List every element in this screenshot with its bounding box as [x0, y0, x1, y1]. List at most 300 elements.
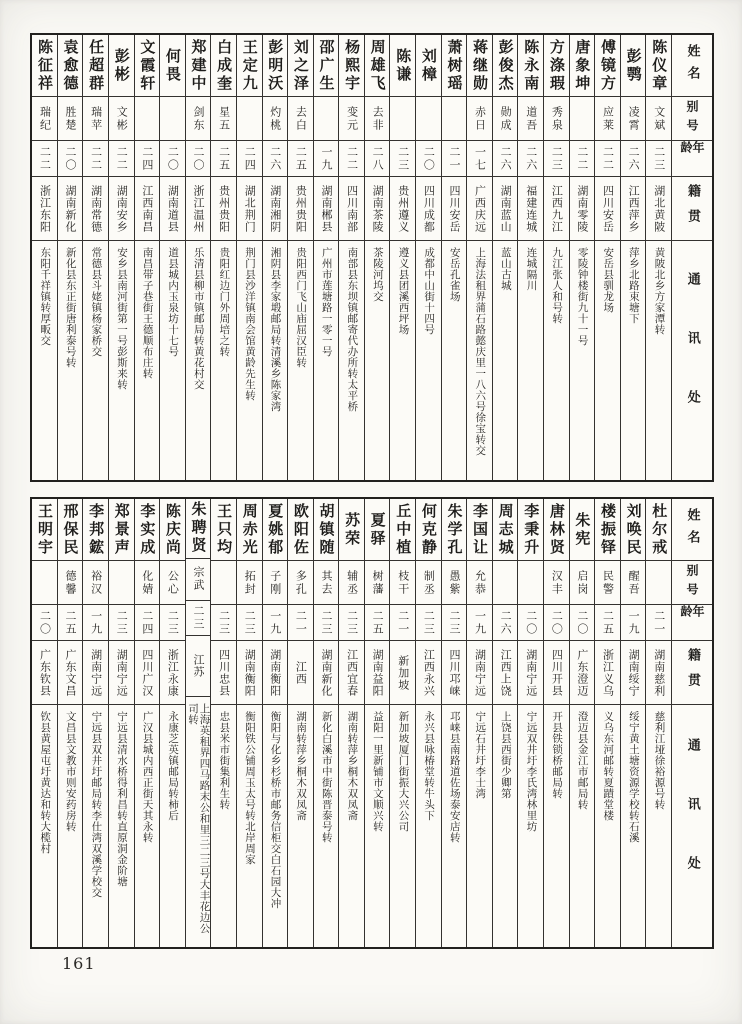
- column-header-address: [672, 705, 712, 947]
- person-native-cell-text: 广东文昌: [64, 648, 78, 697]
- person-native-cell-text: 湖南衡阳: [243, 648, 257, 697]
- person-name-cell: [58, 499, 83, 561]
- person-alias-cell: [442, 97, 467, 141]
- person-alias-cell-text: 制丞: [422, 569, 436, 596]
- person-name-cell-text: 李实成: [138, 502, 157, 557]
- person-native-cell-text: 江西: [294, 660, 308, 685]
- person-age-cell-text: 二三: [319, 609, 333, 636]
- person-alias-cell-text: 凌霄: [627, 105, 641, 132]
- person-address-cell: [646, 705, 671, 947]
- person-address-cell-text: 益阳一里新铺市文顺兴转: [371, 711, 384, 832]
- person-address-cell: [416, 241, 441, 480]
- person-native-cell-text: 湖南常德: [89, 184, 103, 233]
- person-alias-cell: [83, 97, 108, 141]
- person-alias-cell-text: 枝干: [396, 569, 410, 596]
- person-column: [57, 499, 83, 947]
- person-address-cell: [314, 241, 339, 480]
- person-native-cell: [544, 641, 569, 705]
- person-alias-cell-text: 灼桃: [268, 105, 282, 132]
- person-name-cell-text: 彭明沃: [266, 38, 285, 93]
- person-name-cell-text: 邵广生: [317, 38, 336, 93]
- person-native-cell: [237, 177, 262, 241]
- person-name-cell-text: 夏姚郁: [266, 502, 285, 557]
- person-alias-cell-text: 剑东: [192, 105, 206, 132]
- person-name-cell: [621, 499, 646, 561]
- person-address-cell: [467, 705, 492, 947]
- person-name-cell: [416, 499, 441, 561]
- person-address-cell-text: 开县铁锁桥邮局转: [551, 711, 564, 799]
- person-alias-cell-text: 瑞苹: [89, 105, 103, 132]
- column-header-native-text: 籍贯: [685, 183, 700, 234]
- person-name-cell-text: 朱聘贤: [189, 501, 208, 556]
- person-name-cell: [135, 35, 160, 97]
- person-name-cell: [32, 35, 57, 97]
- person-address-cell: [211, 241, 236, 480]
- person-alias-cell-text: 星五: [217, 105, 231, 132]
- person-native-cell-text: 湖南宁远: [89, 648, 103, 697]
- person-alias-cell-text: 醒吾: [627, 569, 641, 596]
- person-native-cell-text: 四川成都: [422, 184, 436, 233]
- person-name-cell-text: 傅镜方: [599, 38, 618, 93]
- person-address-cell-text: 成都中山街十四号: [423, 247, 436, 335]
- person-name-cell: [160, 499, 185, 561]
- person-native-cell: [237, 641, 262, 705]
- person-native-cell-text: 江西上饶: [499, 648, 513, 697]
- person-name-cell-text: 李国让: [471, 502, 490, 557]
- person-name-cell: [570, 35, 595, 97]
- person-age-cell-text: 一七: [473, 145, 487, 172]
- person-age-cell-text: 二二: [601, 145, 615, 172]
- person-alias-cell: [58, 97, 83, 141]
- person-name-cell-text: 王定九: [240, 38, 259, 93]
- person-native-cell-text: 湖南宁远: [115, 648, 129, 697]
- person-alias-cell: [314, 97, 339, 141]
- person-column: [134, 499, 160, 947]
- person-address-cell-text: 新加坡厦门街振大兴公司: [397, 711, 410, 832]
- person-address-cell-text: 南昌带子巷街王德顺布庄转: [141, 247, 154, 379]
- person-address-cell: [365, 705, 390, 947]
- person-address-cell: [339, 705, 364, 947]
- person-alias-cell: [109, 561, 134, 605]
- person-address-cell-text: 新化县东正街唐利泰号转: [64, 247, 77, 368]
- person-name-cell: [646, 35, 671, 97]
- person-name-cell: [135, 499, 160, 561]
- person-native-cell-text: 湖南绥宁: [627, 648, 641, 697]
- person-age-cell: [288, 605, 313, 641]
- person-name-cell: [442, 499, 467, 561]
- person-alias-cell-text: 文斌: [652, 105, 666, 132]
- person-alias-cell: [135, 97, 160, 141]
- person-column: [466, 35, 492, 480]
- person-address-cell: [135, 241, 160, 480]
- person-alias-cell: [211, 97, 236, 141]
- person-column: [364, 499, 390, 947]
- person-alias-cell-text: 民警: [601, 569, 615, 596]
- person-column: [543, 35, 569, 480]
- person-address-cell: [621, 705, 646, 947]
- person-age-cell: [518, 605, 543, 641]
- person-age-cell: [339, 141, 364, 177]
- person-name-cell-text: 何畏: [163, 47, 182, 84]
- person-alias-cell: [83, 561, 108, 605]
- person-address-cell: [160, 241, 185, 480]
- person-alias-cell-text: 化婧: [140, 569, 154, 596]
- person-native-cell: [288, 177, 313, 241]
- person-address-cell-text: 新化白溪市中街陈晋泰号转: [320, 711, 333, 843]
- person-age-cell-text: 二三: [345, 609, 359, 636]
- person-address-cell: [544, 705, 569, 947]
- person-age-cell-text: 二三: [447, 609, 461, 636]
- person-alias-cell-text: 道吾: [524, 105, 538, 132]
- person-native-cell-text: 新加坡: [396, 654, 410, 691]
- person-column: [645, 35, 671, 480]
- person-alias-cell-text: 树藩: [371, 569, 385, 596]
- person-name-cell-text: 白成奎: [215, 38, 234, 93]
- person-alias-cell-text: 拓封: [243, 569, 257, 596]
- person-age-cell: [186, 141, 211, 177]
- person-age-cell: [237, 141, 262, 177]
- person-age-cell: [339, 605, 364, 641]
- person-alias-cell-text: 辅丞: [345, 569, 359, 596]
- person-name-cell: [314, 499, 339, 561]
- person-column: [185, 35, 211, 480]
- person-column: [236, 35, 262, 480]
- person-age-cell-text: 一九: [627, 609, 641, 636]
- person-address-cell: [58, 241, 83, 480]
- person-native-cell: [58, 177, 83, 241]
- column-header-name-text: 姓名: [684, 43, 700, 88]
- person-name-cell: [58, 35, 83, 97]
- person-column: [645, 499, 671, 947]
- person-column: [620, 499, 646, 947]
- person-name-cell-text: 萧树瑶: [445, 38, 464, 93]
- person-address-cell-text: 东阳千祥镇转厚畈交: [39, 247, 52, 346]
- person-native-cell: [288, 641, 313, 705]
- person-alias-cell-text: 胜楚: [64, 105, 78, 132]
- person-age-cell-text: 二一: [652, 609, 666, 636]
- person-age-cell-text: 二〇: [166, 145, 180, 172]
- person-age-cell-text: 二三: [192, 604, 206, 631]
- person-native-cell-text: 湖南宁远: [524, 648, 538, 697]
- person-address-cell-text: 遵义县团溪西坪场: [397, 247, 410, 335]
- person-age-cell-text: 一九: [89, 609, 103, 636]
- person-native-cell-text: 四川安岳: [447, 184, 461, 233]
- person-age-cell: [160, 605, 185, 641]
- person-age-cell-text: 二二: [575, 145, 589, 172]
- person-age-cell: [365, 141, 390, 177]
- person-native-cell: [467, 641, 492, 705]
- person-native-cell: [186, 636, 211, 698]
- person-name-cell: [288, 35, 313, 97]
- person-age-cell: [646, 605, 671, 641]
- person-native-cell: [32, 641, 57, 705]
- person-native-cell-text: 浙江东阳: [38, 184, 52, 233]
- person-alias-cell: [237, 561, 262, 605]
- person-age-cell-text: 二五: [294, 145, 308, 172]
- person-age-cell-text: 二〇: [38, 609, 52, 636]
- person-age-cell-text: 二〇: [524, 609, 538, 636]
- person-name-cell-text: 方涤瑕: [547, 38, 566, 93]
- person-column: [517, 499, 543, 947]
- person-native-cell: [160, 177, 185, 241]
- person-alias-cell: [160, 561, 185, 605]
- person-address-cell: [186, 241, 211, 480]
- person-age-cell-text: 二二: [89, 145, 103, 172]
- person-address-cell: [32, 705, 57, 947]
- person-alias-cell: [288, 97, 313, 141]
- person-alias-cell: [365, 561, 390, 605]
- person-native-cell: [83, 177, 108, 241]
- person-address-cell: [493, 705, 518, 947]
- person-native-cell: [416, 641, 441, 705]
- person-name-cell: [314, 35, 339, 97]
- person-age-cell-text: 二三: [396, 145, 410, 172]
- person-name-cell: [442, 35, 467, 97]
- person-column: [364, 35, 390, 480]
- person-native-cell-text: 四川南部: [345, 184, 359, 233]
- person-age-cell: [58, 141, 83, 177]
- person-column: [313, 35, 339, 480]
- person-alias-cell-text: 启岗: [575, 569, 589, 596]
- header-column: [671, 499, 712, 947]
- person-native-cell: [211, 641, 236, 705]
- person-column: [569, 35, 595, 480]
- person-alias-cell: [570, 97, 595, 141]
- person-native-cell-text: 湖南郴县: [319, 184, 333, 233]
- person-alias-cell: [416, 561, 441, 605]
- person-name-cell-text: 陈仪章: [650, 38, 669, 93]
- column-header-native: [672, 177, 712, 241]
- person-address-cell-text: 湘阴县李家塅邮局转清溪乡陈家湾: [269, 247, 282, 412]
- person-native-cell-text: 湖南蓝山: [499, 184, 513, 233]
- person-name-cell: [339, 35, 364, 97]
- person-alias-cell: [263, 97, 288, 141]
- person-age-cell-text: 二五: [217, 145, 231, 172]
- person-age-cell: [442, 605, 467, 641]
- person-name-cell-text: 任超群: [87, 38, 106, 93]
- person-native-cell: [493, 641, 518, 705]
- person-name-cell: [570, 499, 595, 561]
- person-name-cell-text: 彭俊杰: [496, 38, 515, 93]
- person-column: [287, 35, 313, 480]
- person-native-cell-text: 四川邛崃: [447, 648, 461, 697]
- person-name-cell: [390, 499, 415, 561]
- person-name-cell-text: 周雄飞: [368, 38, 387, 93]
- person-alias-cell: [493, 561, 518, 605]
- person-native-cell: [646, 641, 671, 705]
- person-native-cell: [416, 177, 441, 241]
- person-age-cell: [135, 141, 160, 177]
- person-alias-cell: [518, 561, 543, 605]
- person-column: [441, 499, 467, 947]
- person-alias-cell-text: 去非: [371, 105, 385, 132]
- person-address-cell: [186, 697, 211, 947]
- person-alias-cell-text: 其去: [319, 569, 333, 596]
- column-header-name: [672, 499, 712, 561]
- person-column: [594, 499, 620, 947]
- person-column: [82, 35, 108, 480]
- person-address-cell: [211, 705, 236, 947]
- person-age-cell-text: 二三: [166, 609, 180, 636]
- person-native-cell: [442, 177, 467, 241]
- person-age-cell: [595, 605, 620, 641]
- person-native-cell: [442, 641, 467, 705]
- person-column: [389, 499, 415, 947]
- person-name-cell-text: 苏荣: [343, 511, 362, 548]
- person-column: [492, 499, 518, 947]
- person-alias-cell-text: 裕汉: [89, 569, 103, 596]
- person-column: [32, 35, 57, 480]
- person-age-cell-text: 一九: [319, 145, 333, 172]
- person-name-cell-text: 郑建中: [189, 38, 208, 93]
- person-age-cell-text: 二六: [627, 145, 641, 172]
- person-column: [159, 499, 185, 947]
- person-native-cell: [211, 177, 236, 241]
- person-address-cell: [237, 241, 262, 480]
- person-name-cell: [365, 499, 390, 561]
- person-address-cell-text: 衡阳铁公铺周玉太号转北岸周家: [243, 711, 256, 865]
- person-native-cell-text: 浙江义乌: [601, 648, 615, 697]
- person-native-cell-text: 浙江永康: [166, 648, 180, 697]
- person-age-cell-text: 二三: [115, 609, 129, 636]
- person-age-cell: [314, 141, 339, 177]
- person-address-cell: [237, 705, 262, 947]
- person-native-cell-text: 福建连城: [524, 184, 538, 233]
- person-age-cell: [646, 141, 671, 177]
- person-name-cell: [211, 35, 236, 97]
- person-native-cell-text: 湖南慈利: [652, 648, 666, 697]
- person-column: [389, 35, 415, 480]
- person-native-cell: [109, 177, 134, 241]
- person-name-cell-text: 彭鹗: [624, 47, 643, 84]
- person-native-cell: [518, 177, 543, 241]
- person-age-cell: [621, 141, 646, 177]
- person-address-cell-text: 义乌东河邮转夏蹟堂楼: [602, 711, 615, 821]
- person-name-cell: [595, 499, 620, 561]
- person-age-cell-text: 二六: [499, 145, 513, 172]
- person-name-cell: [544, 499, 569, 561]
- person-native-cell: [493, 177, 518, 241]
- person-native-cell-text: 湖南茶陵: [371, 184, 385, 233]
- person-name-cell-text: 欧阳佐: [291, 502, 310, 557]
- person-address-cell-text: 广州市莲塘路一零一号: [320, 247, 333, 357]
- person-address-cell-text: 贵阳红边门外周培之转: [218, 247, 231, 357]
- person-column: [210, 35, 236, 480]
- person-alias-cell: [186, 97, 211, 141]
- person-name-cell: [390, 35, 415, 97]
- person-column: [108, 35, 134, 480]
- person-alias-cell: [32, 561, 57, 605]
- person-native-cell-text: 浙江温州: [192, 184, 206, 233]
- person-age-cell-text: 二二: [115, 145, 129, 172]
- person-alias-cell: [621, 97, 646, 141]
- person-alias-cell: [160, 97, 185, 141]
- person-name-cell: [186, 35, 211, 97]
- person-name-cell-text: 李邦鋐: [87, 502, 106, 557]
- person-native-cell-text: 湖南零陵: [575, 184, 589, 233]
- person-age-cell: [160, 141, 185, 177]
- column-header-name: [672, 35, 712, 97]
- person-name-cell-text: 朱学孔: [445, 502, 464, 557]
- person-name-cell: [83, 499, 108, 561]
- column-header-address: [672, 241, 712, 480]
- person-age-cell: [109, 141, 134, 177]
- person-address-cell: [416, 705, 441, 947]
- person-name-cell-text: 夏驿: [368, 511, 387, 548]
- person-address-cell: [135, 705, 160, 947]
- person-column: [82, 499, 108, 947]
- person-address-cell: [365, 241, 390, 480]
- person-column: [594, 35, 620, 480]
- person-address-cell: [390, 705, 415, 947]
- person-address-cell: [442, 241, 467, 480]
- person-name-cell: [518, 499, 543, 561]
- person-alias-cell: [621, 561, 646, 605]
- person-native-cell-text: 贵州遵义: [396, 184, 410, 233]
- person-age-cell-text: 二六: [499, 609, 513, 636]
- person-alias-cell: [467, 97, 492, 141]
- person-age-cell: [467, 605, 492, 641]
- person-address-cell-text: 安岳孔雀场: [448, 247, 461, 302]
- person-address-cell-text: 贵阳西门飞山庙屈汉臣转: [295, 247, 308, 368]
- person-age-cell: [83, 141, 108, 177]
- person-name-cell: [211, 499, 236, 561]
- person-address-cell-text: 道县城内玉泉坊十七号: [167, 247, 180, 357]
- person-name-cell: [493, 35, 518, 97]
- person-address-cell-text: 永兴县咏椿堂转牛头下: [423, 711, 436, 821]
- person-address-cell-text: 慈利江垭徐裕源号转: [653, 711, 666, 810]
- person-alias-cell: [237, 97, 262, 141]
- person-native-cell: [365, 641, 390, 705]
- person-column: [313, 499, 339, 947]
- person-age-cell-text: 二三: [243, 609, 257, 636]
- person-alias-cell: [544, 97, 569, 141]
- person-name-cell: [160, 35, 185, 97]
- column-header-native-text: 籍贯: [685, 647, 700, 698]
- person-age-cell: [544, 141, 569, 177]
- person-address-cell: [160, 705, 185, 947]
- person-age-cell: [493, 141, 518, 177]
- person-age-cell-text: 二八: [371, 145, 385, 172]
- person-alias-cell: [493, 97, 518, 141]
- person-alias-cell: [58, 561, 83, 605]
- person-column: [415, 499, 441, 947]
- person-age-cell: [365, 605, 390, 641]
- person-address-cell: [263, 705, 288, 947]
- person-age-cell-text: 二一: [294, 609, 308, 636]
- person-column: [108, 499, 134, 947]
- person-column: [415, 35, 441, 480]
- person-address-cell: [442, 705, 467, 947]
- person-address-cell: [570, 705, 595, 947]
- person-alias-cell-text: 应莱: [601, 105, 615, 132]
- person-name-cell: [493, 499, 518, 561]
- person-native-cell: [595, 641, 620, 705]
- person-alias-cell: [595, 561, 620, 605]
- person-age-cell-text: 二三: [217, 609, 231, 636]
- person-address-cell-text: 钦县黄屋屯圩黄达和转大榄村: [39, 711, 52, 854]
- person-age-cell-text: 二四: [140, 145, 154, 172]
- person-address-cell-text: 湖南转萍乡桐木双凤斋: [295, 711, 308, 821]
- person-age-cell: [32, 141, 57, 177]
- person-address-cell-text: 零陵钟楼街九十一号: [576, 247, 589, 346]
- person-name-cell-text: 文霞轩: [138, 38, 157, 93]
- person-address-cell-text: 上饶县西街少卿第: [499, 711, 512, 799]
- person-address-cell: [109, 241, 134, 480]
- person-native-cell: [263, 641, 288, 705]
- person-name-cell: [339, 499, 364, 561]
- person-address-cell-text: 上海英租界四马路末公和里三二三号大丰花边公司转: [187, 703, 211, 935]
